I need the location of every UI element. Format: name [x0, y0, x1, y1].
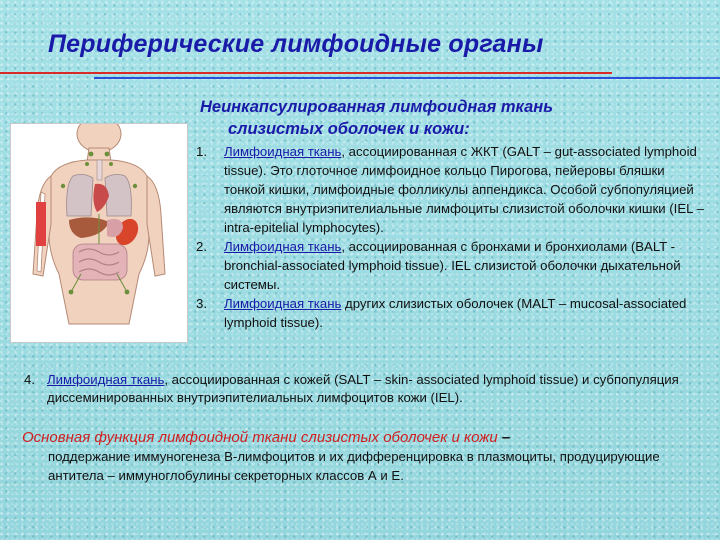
main-function-text: поддержание иммуногенеза В-лимфоцитов и их дифференцировка в плазмоциты, продуцирующие антитела – иммуноглобулины секреторных классов А и Е.	[48, 449, 660, 483]
main-function-paragraph	[22, 428, 702, 485]
subheading-line-2: слизистых оболочек и кожи:	[228, 120, 470, 138]
lymphoid-tissue-link[interactable]: Лимфоидная ткань	[224, 239, 342, 254]
list-number: 3.	[196, 296, 207, 311]
slide-title: Периферические лимфоидные органы	[48, 30, 544, 58]
list-item	[196, 142, 706, 237]
list-item-text: , ассоциированная с кожей (SALT – skin- associated lymphoid tissue) и субпопуляция диссеминированных внутриэпителиальных лимфоцитов кожи (IEL).	[47, 372, 679, 405]
list-number: 4.	[24, 372, 35, 387]
blue-divider	[94, 77, 720, 79]
lymphoid-tissue-link[interactable]: Лимфоидная ткань	[47, 372, 165, 387]
list-item-4	[24, 371, 714, 407]
bone-marrow-shape	[36, 202, 46, 246]
anatomy-illustration	[10, 123, 188, 343]
list-item	[196, 294, 706, 332]
red-divider	[0, 72, 612, 74]
list-item	[196, 237, 706, 294]
subheading	[200, 96, 660, 140]
subheading-line-1: Неинкапсулированная лимфоидная ткань	[200, 98, 554, 116]
human-body-organs-image	[11, 124, 187, 342]
main-function-heading: Основная функция лимфоидной ткани слизистых оболочек и кожи	[22, 429, 498, 446]
list-item-text: других слизистых оболочек (MALT – mucosal-associated lymphoid tissue).	[224, 296, 687, 330]
list-item-text: , ассоциированная с ЖКТ (GALT – gut-associated lymphoid tissue). Это глоточное лимфоидное кольцо Пирогова, пейеровы бляшки тонкой кишки, лимфоидные фолликулы аппендикса. Особой субпопуляцией являются внутриэпителиальные лимфоциты слизистой оболочки кишки (IEL – intra-epitelial lymphocytes).	[224, 144, 704, 235]
tissue-list	[196, 142, 706, 332]
list-number: 1.	[196, 144, 207, 159]
lymphoid-tissue-link[interactable]: Лимфоидная ткань	[224, 144, 342, 159]
main-function-dash: –	[497, 429, 511, 446]
lymphoid-tissue-link[interactable]: Лимфоидная ткань	[224, 296, 342, 311]
list-item-text: , ассоциированная с бронхами и бронхиолами (BALT - bronchial-associated lymphoid tissue). IEL слизистой оболочки дыхательной системы.	[224, 239, 681, 292]
list-number: 2.	[196, 239, 207, 254]
